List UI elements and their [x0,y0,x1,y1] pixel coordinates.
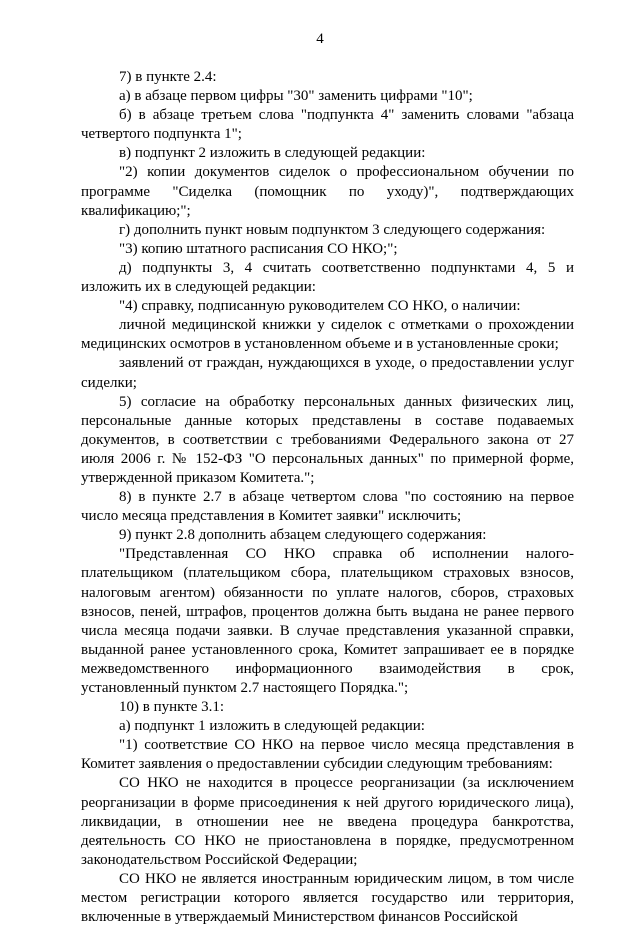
paragraph-subitem-g: г) дополнить пункт новым подпунктом 3 следующего содержания: [119,221,546,238]
paragraph-item-10: 10) в пункте 3.1: [119,699,225,716]
paragraph-subitem-d: д) подпункты 3, 4 считать соответственно подпунктами 4, 5 и изложить их в следующей редакции: [81,259,574,296]
page-number: 4 [316,31,324,47]
paragraph-item-7: 7) в пункте 2.4: [119,69,217,85]
paragraph-reorganization: СО НКО не находится в процессе реорганизации (за исключением реорганизации в форме присоединения к ней другого юридического лица), ликвидации, в отношении нее не введена процедура банкротства, деятельность СО НКО не приостановлена в порядке, предусмотренном законодательством Российской Федерации; [81,775,574,868]
paragraph-foreign-entity: СО НКО не является иностранным юридическим лицом, в том числе местом регистрации которого является государство или территория, включенные в утверждаемый Министерством финансов Российской [81,870,574,926]
paragraph-item-9: 9) пункт 2.8 дополнить абзацем следующего содержания: [119,527,487,544]
paragraph-quote-4: "4) справку, подписанную руководителем СО НКО, о наличии: [119,298,521,315]
paragraph-subitem-b: б) в абзаце третьем слова "подпункта 4" заменить словами "абзаца четвертого подпункта 1"; [81,107,574,143]
paragraph-item-8: 8) в пункте 2.7 в абзаце четвертом слова "по состоянию на первое число месяца представления в Комитет заявки" исключить; [81,489,574,525]
paragraph-subitem-a: а) в абзаце первом цифры "30" заменить цифрами "10"; [119,88,473,105]
paragraph-quote-1: "1) соответствие СО НКО на первое число месяца представления в Комитет заявления о предоставлении субсидии следующим требованиям: [81,737,574,773]
paragraph-quote-5: 5) согласие на обработку персональных данных физических лиц, персональные данные которых представлены в составе подаваемых документов, в соответствии с требованиями Федерального закона от 27 июля 2006 г. № 152-ФЗ "О персональных данных" по примерной форме, утвержденной приказом Комитета."; [81,393,574,486]
paragraph-applications: заявлений от граждан, нуждающихся в уходе, о предоставлении услуг сиделки; [81,355,574,391]
paragraph-subitem-v: в) подпункт 2 изложить в следующей редакции: [119,145,426,162]
document-body [81,68,574,927]
paragraph-quote-3: "3) копию штатного расписания СО НКО;"; [119,240,398,257]
paragraph-subitem-a-3-1: а) подпункт 1 изложить в следующей редакции: [119,718,425,735]
paragraph-quote-2: "2) копии документов сиделок о профессиональном обучении по программе "Сиделка (помощник по уходу)", подтверждающих квалификацию;"; [81,164,574,219]
paragraph-quote-certificate: "Представленная СО НКО справка об исполнении налого-плательщиком (плательщиком сбора, плательщиком страховых взносов, налоговым агентом) обязанности по уплате налогов, сборов, страховых взносов, пеней, штрафов, процентов должна быть выдана не ранее первого числа месяца подачи заявки. В случае представления указанной справки, выданной ранее установленного срока, Комитет запрашивает ее в порядке межведомственного информационного взаимодействия в срок, установленный пунктом 2.7 настоящего Порядка."; [81,546,574,696]
paragraph-medical-book: личной медицинской книжки у сиделок с отметками о прохождении медицинских осмотров в установленном объеме и в установленные сроки; [81,317,574,353]
